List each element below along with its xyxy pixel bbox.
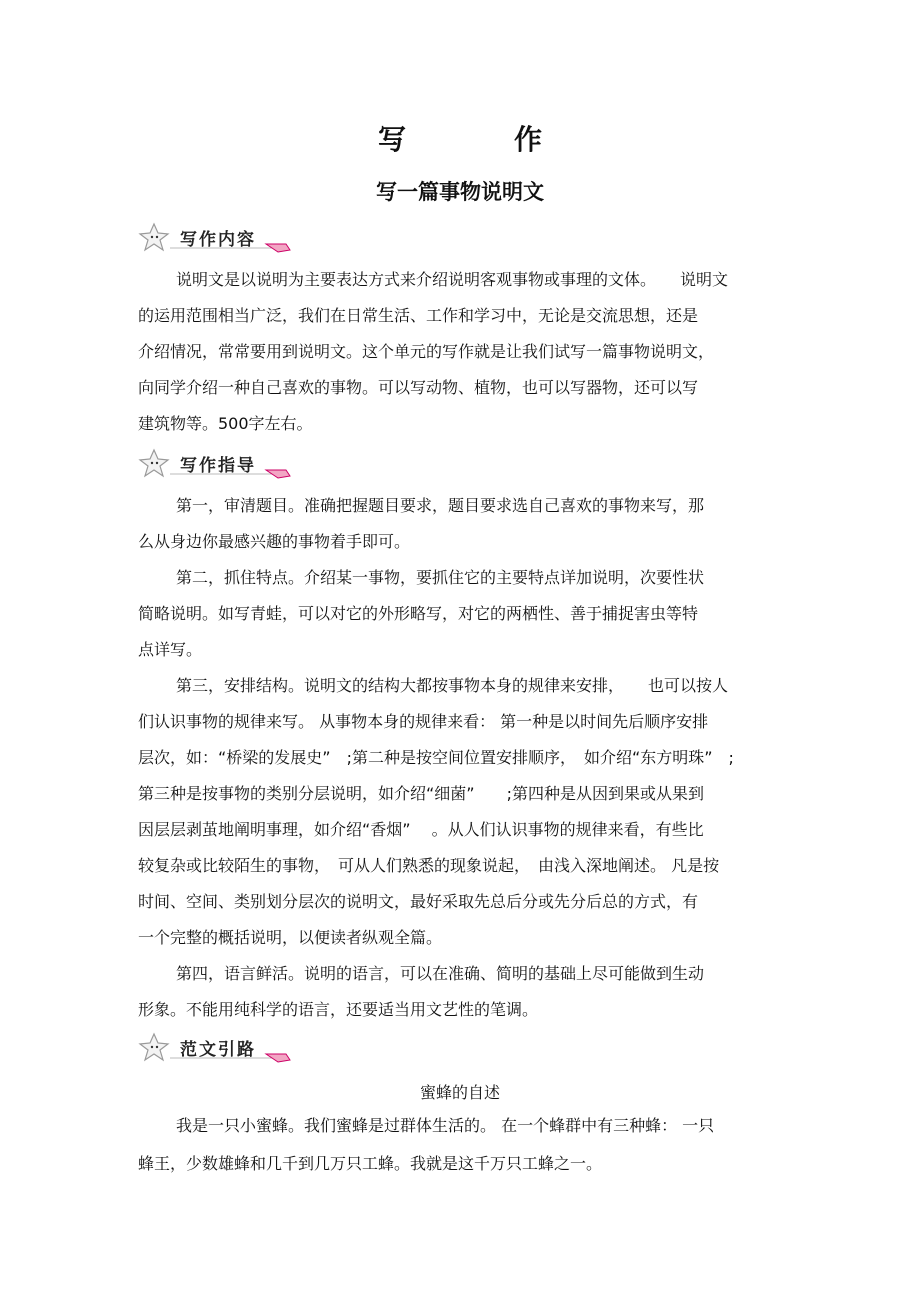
page-subtitle: 写一篇事物说明文: [376, 180, 544, 204]
content-line: 向同学介绍一种自己喜欢的事物。可以写动物、植物，也可以写器物，还可以写: [138, 378, 699, 397]
guide-line: 么从身边你最感兴趣的事物着手即可。: [138, 532, 411, 551]
guide-line: 简略说明。如写青蛙，可以对它的外形略写，对它的两栖性、善于捕捉害虫等特: [138, 604, 699, 623]
guide-line: 第一，审清题目。准确把握题目要求，题目要求选自己喜欢的事物来写，那: [176, 496, 705, 515]
content-line: 的运用范围相当广泛，我们在日常生活、工作和学习中，无论是交流思想，还是: [138, 306, 699, 325]
guide-line: 形象。不能用纯科学的语言，还要适当用文艺性的笔调。: [138, 1000, 539, 1019]
guide-line: 一个完整的概括说明，以便读者纵观全篇。: [138, 928, 443, 947]
guide-line: 第二，抓住特点。介绍某一事物，要抓住它的主要特点详加说明，次要性状: [176, 568, 705, 587]
guide-line: 较复杂或比较陌生的事物， 可从人们熟悉的现象说起， 由浅入深地阐述。 凡是按: [138, 856, 720, 875]
section-label: 范文引路: [180, 1040, 256, 1060]
guide-line: 点详写。: [138, 640, 203, 659]
section-header-example: [138, 1030, 298, 1064]
guide-line: 第三，安排结构。说明文的结构大都按事物本身的规律来安排， 也可以按人: [176, 676, 729, 695]
article-line: 蜂王，少数雄蜂和几千到几万只工蜂。我就是这千万只工蜂之一。: [138, 1154, 603, 1173]
guide-line: 层次，如：“桥梁的发展史” ;第二种是按空间位置安排顺序， 如介绍“东方明珠” ;: [138, 748, 734, 767]
guide-line: 时间、空间、类别划分层次的说明文，最好采取先总后分或先分后总的方式，有: [138, 892, 699, 911]
section-header-guide: [138, 446, 298, 480]
guide-line: 第四，语言鲜活。说明的语言，可以在准确、简明的基础上尽可能做到生动: [176, 964, 705, 983]
section-label: 写作指导: [180, 456, 256, 476]
section-label: 写作内容: [180, 230, 256, 250]
guide-line: 们认识事物的规律来写。 从事物本身的规律来看： 第一种是以时间先后顺序安排: [138, 712, 709, 731]
guide-line: 第三种是按事物的类别分层说明，如介绍“细菌” ;第四种是从因到果或从果到: [138, 784, 704, 803]
section-header-content: [138, 220, 298, 254]
content-line: 建筑物等。500字左右。: [138, 414, 313, 433]
guide-line: 因层层剥茧地阐明事理，如介绍“香烟” 。从人们认识事物的规律来看，有些比: [138, 820, 704, 839]
article-title: 蜜蜂的自述: [419, 1083, 500, 1102]
article-line: 我是一只小蜜蜂。我们蜜蜂是过群体生活的。 在一个蜂群中有三种蜂： 一只: [176, 1116, 715, 1135]
content-line: 介绍情况，常常要用到说明文。这个单元的写作就是让我们试写一篇事物说明文，: [138, 342, 715, 361]
content-line: 说明文是以说明为主要表达方式来介绍说明客观事物或事理的文体。 说明文: [176, 270, 729, 289]
page-title: 写 作: [377, 123, 582, 156]
